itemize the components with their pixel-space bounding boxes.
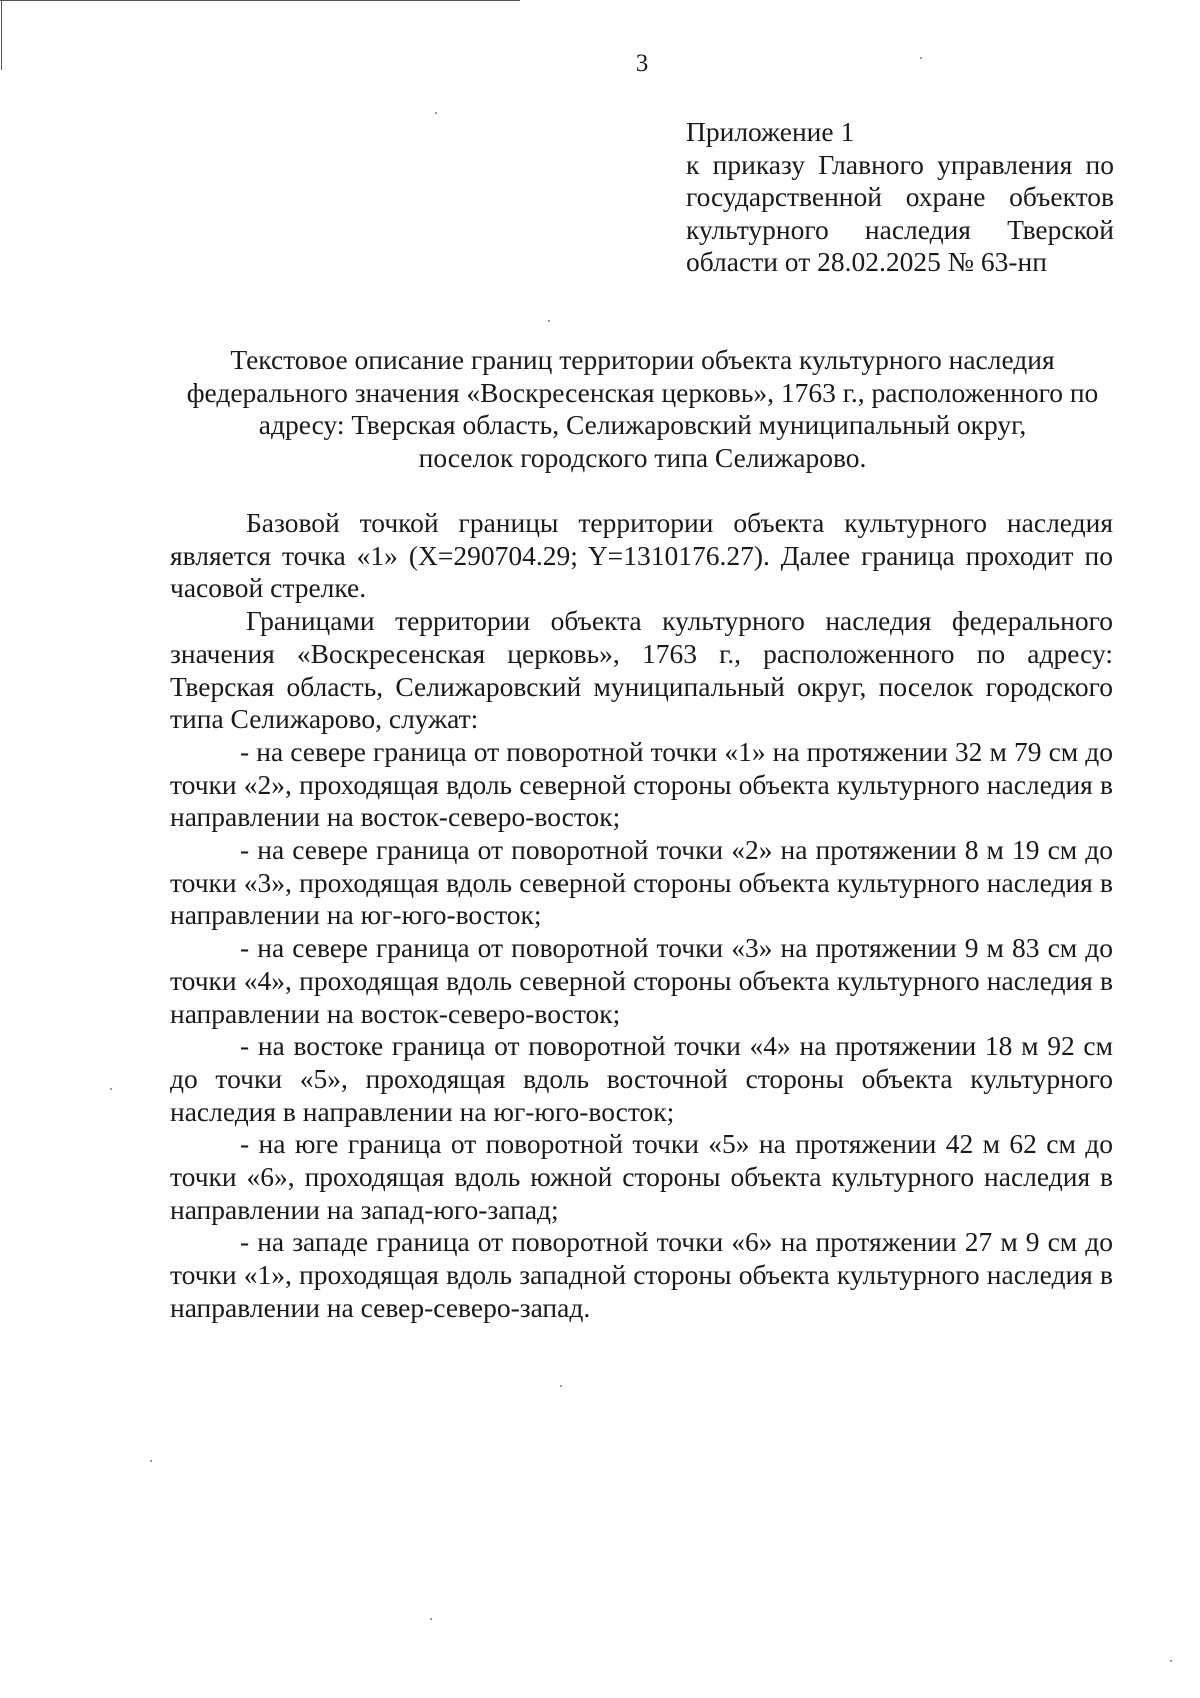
scan-edge-line <box>0 0 520 1</box>
document-body <box>170 507 1113 1325</box>
scan-speck <box>430 1618 432 1620</box>
boundaries-intro-paragraph: Границами территории объекта культурного наследия федерального значения «Воскресенская церковь», 1763 г., расположенного по адресу: Тверская область, Селижаровский муниципальный округ, поселок городского типа Селижарово, служат: <box>170 605 1113 735</box>
base-point-paragraph: Базовой точкой границы территории объекта культурного наследия является точка «1» (X=290704.29; Y=1310176.27). Далее граница проходит по часовой стрелке. <box>170 507 1113 604</box>
scan-speck <box>548 320 550 322</box>
scan-speck <box>560 1385 562 1387</box>
scan-speck <box>150 1460 152 1462</box>
page-number: 3 <box>635 50 649 77</box>
scan-speck <box>435 112 437 114</box>
boundary-item: - на севере граница от поворотной точки «3» на протяжении 9 м 83 см до точки «4», проходящая вдоль северной стороны объекта культурного наследия в направлении на восток-северо-восток; <box>170 932 1113 1029</box>
document-heading <box>170 344 1115 474</box>
heading-line: Текстовое описание границ территории объекта культурного наследия <box>230 344 1055 375</box>
heading-line: федерального значения «Воскресенская церковь», 1763 г., расположенного по <box>186 376 1099 408</box>
scan-speck <box>110 1088 112 1090</box>
boundary-item: - на юге граница от поворотной точки «5» на протяжении 42 м 62 см до точки «6», проходящая вдоль южной стороны объекта культурного наследия в направлении на запад-юго-запад; <box>170 1128 1113 1225</box>
boundary-item: - на западе граница от поворотной точки «6» на протяжении 27 м 9 см до точки «1», проходящая вдоль западной стороны объекта культурного наследия в направлении на север-северо-запад. <box>170 1226 1113 1323</box>
boundary-item: - на востоке граница от поворотной точки «4» на протяжении 18 м 92 см до точки «5», проходящая вдоль восточной стороны объекта культурного наследия в направлении на юг-юго-восток; <box>170 1030 1113 1127</box>
scan-speck <box>1170 1660 1172 1662</box>
boundary-item: - на севере граница от поворотной точки «2» на протяжении 8 м 19 см до точки «3», проходящая вдоль северной стороны объекта культурного наследия в направлении на юг-юго-восток; <box>170 834 1113 931</box>
boundary-item: - на севере граница от поворотной точки «1» на протяжении 32 м 79 см до точки «2», проходящая вдоль северной стороны объекта культурного наследия в направлении на восток-северо-восток; <box>170 735 1113 833</box>
heading-line: поселок городского типа Селижарово. <box>418 441 867 473</box>
appendix-description: к приказу Главного управления по государственной охране объектов культурного наследия Тверской области от 28.02.2025 № 63-нп <box>686 148 1114 277</box>
appendix-block <box>686 116 1114 279</box>
appendix-title: Приложение 1 <box>686 116 855 147</box>
heading-line: адресу: Тверская область, Селижаровский муниципальный округ, <box>258 409 1027 440</box>
